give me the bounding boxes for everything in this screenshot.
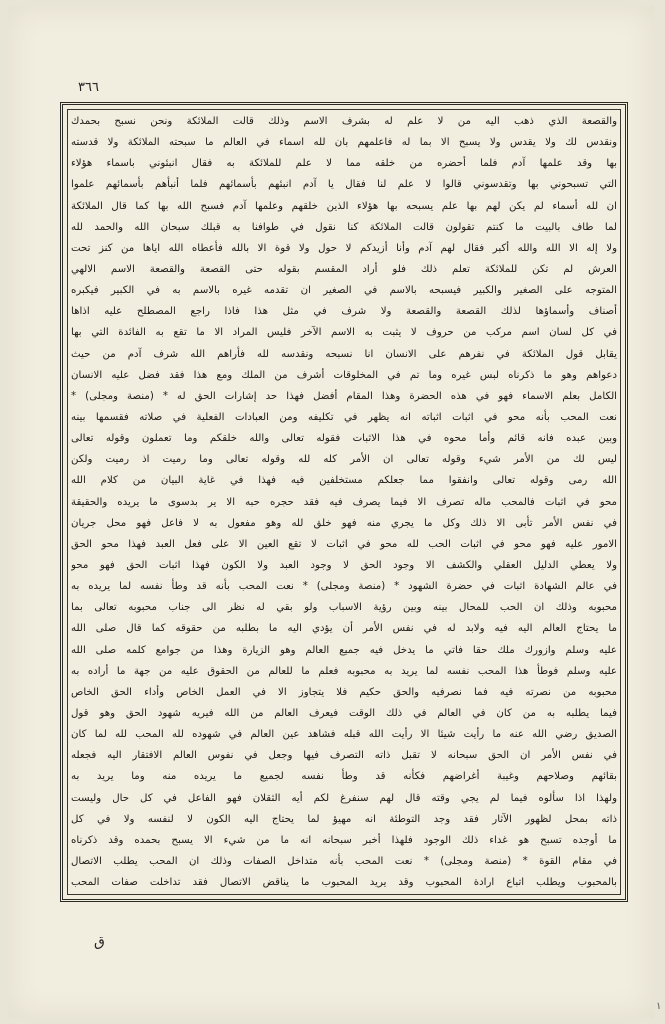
text-line: ما أوجده تسبح هو غداء ذلك الوجود فلهذا أخبر سبحانه انه ما من شيء الا يسبح بحمده وقد ذكرناه [71,834,617,846]
text-line: في عالم الشهادة اثبات في حضرة الشهود * (منصة ومجلى) * نعت المحب بأنه قد وطأ نفسه لما يريده به [71,581,617,593]
catchword: ق [94,934,105,950]
text-line: ذاته بمحل لظهور الآثار فقد وجد التوطئة انه مهيؤ لما يحتاج اليه الكون لا لنفسه ولا في كل [71,813,617,825]
text-line: محبوبه من نصرته فيه فما نصرفيه والحق حكيم فلا يتجاوز الا في العمل الخاص وأداء الحق الخاص [71,686,617,698]
text-line: نعت المحب بأنه محو في اثبات اثباته انه يظهر في تكليفه ومن العبادات الفعلية في صلاته فقسمها بينه [71,411,617,423]
text-line: محبوبه وذلك ان الحب للمحال بينه وبين رؤية الاسباب ولو بقي له نظر الى جناب محبوبه تعالى بما [71,602,617,614]
text-line: ان لله أسماء لم يكن لهم بها علم يسبحه بها هؤلاء الذين خلقهم وعلمها آدم فسبح الله بها كما قال الملائكة [71,200,617,212]
text-line: عليه وسلم فوطأ هذا المحب نفسه لما يريد به محبوبه فعلم ما للعالم من الحقوق عليه من جهة ما أراده به [71,665,617,677]
page-number: ٣٦٦ [78,80,99,95]
manuscript-page [8,6,662,1018]
text-line: ولا إله الا الله والله أكبر فقال لهم آدم وأنا أزيدكم لا حول ولا قوة الا بالله فأعطاه الله اياها من كنز تحت [71,242,617,254]
text-frame [60,102,628,902]
text-line: ما يحتاج العالم اليه فيه ولابد له في نفس الأمر أن يؤدي اليه ما بطلبه من حقوقه كما قال صلى الله [71,623,617,635]
text-line: ونقدس لك ولا يقدس ولا يسبح الا بما له فاعلمهم بان لله اسماء في العالم ما سبحته الملائكة ولا قدسته [71,137,617,149]
text-line: أصناف وأسماؤها لذلك القصعة والقصعة ولا شرف في مثل هذا فاذا راجع المصطلح عليه اذاها [71,306,617,318]
margin-mark: ١ [656,1001,662,1012]
text-line: فيما يطلبه به من كان في العالم في ذلك الوقت فيعرف العالم من الله فيريه شهود الحق وهو قول [71,707,617,719]
text-line: الكامل بعلم الاسماء فهو في هذه الحضرة وهذا المقام أفضل فهذا حد إشارات الحق له * (منصة ومجلى) * [71,390,617,402]
text-line: في كل لسان اسم مركب من حروف لا يثبت به الاسم الآخر فليس المراد الا ما تقع به الفائدة التي بها [71,327,617,339]
text-line: لما طاف بالبيت ما كنتم تقولون قالت الملائكة كنا نقول في طوافنا به قبلك سبحان الله والحمد لله [71,221,617,233]
text-line: العرش لم تكن للملائكة تعلم ذلك فلو أراد المقسم بقوله حتى القصعة والقصعة الاسم الالهي [71,263,617,275]
text-line: عليه وسلم وازورك ملك حقا فاتي ما يدخل فيه جميع العالم وهو الزيارة وهذا من جوامع كلمه صلى الله [71,644,617,656]
text-line: في نفس الأمر ان الحق سبحانه لا تقبل ذاته التصرف فيها وجعل في نفوس العالم الافتقار اليه فجعله [71,750,617,762]
text-line: بقائهم وصلاحهم وغيبة أغراضهم فكأنه قد وطأ نفسه لجميع ما يريده منه وما يريد به [71,771,617,783]
text-line: الامور عليه فهو محو في اثبات الحب لله محو في اثبات لا تقع العين الا على فعل العبد فهذا محو الحق [71,538,617,550]
text-line: التي تسبحوني بها وتقدسوني قالوا لا علم لنا فقال يا آدم انبئهم بأسمائهم فلما أنبأهم بأسمائهم علموا [71,179,617,191]
text-line: الله رمى وقوله تعالى وانفقوا مما جعلكم مستخلفين فيه فهذا في غاية البيان من كلام الله [71,475,617,487]
text-line: ولهذا اذا سألوه فيما لم يجي وقته قال لهم سنفرغ لكم أيه الثقلان فهو الفاعل في كل حال وليست [71,792,617,804]
text-line: دعواهم وهو ما ذكرناه لبس غيره وما تم في المخلوقات أشرف من الملك ومع هذا فقد فضل عليه الانسان [71,369,617,381]
text-line: في مقام القوة * (منصة ومجلى) * نعت المحب بأنه متداخل الصفات وذلك ان المحب يطلب الاتصال [71,855,617,867]
text-line: بها وقد علمها آدم فلما أحضره من خلقه مما لا علم للملائكة به فقال انبئوني باسماء هؤلاء [71,158,617,170]
text-line: ليس لك من الأمر شيء وقوله تعالى ان الأمر كله لله وقوله تعالى وما رميت اذ رميت ولكن [71,454,617,466]
text-line: ولا يعطي الدليل العقلي والكشف الا وجود الحق لا وجود العبد ولا الكون فهذا اثبات الحق فهو محو [71,559,617,571]
text-block [71,111,617,893]
text-line: في نفس الأمر تأبى الا ذلك وكل ما يجري منه فهو خلق لله وهو مفعول به لا فاعل فهو محل جريان [71,517,617,529]
text-line: والقصعة الذي ذهب اليه من لا علم له بشرف الاسم وذلك قالت الملائكة ونحن نسبح بحمدك [71,116,617,127]
text-line: بالمحبوب ويطلب اتباع ارادة المحبوب وقد يريد المحبوب ما يناقض الاتصال فقد تداخلت صفات المحب [71,877,617,889]
text-line: محو في اثبات فالمحب ماله تصرف الا فيما يصرف فيه فقد حجره حبه الا ير بدسوى ما يريده والحقيقة [71,496,617,508]
text-line: يقابل قول الملائكة في نفرهم على الانسان انا نسبحه ونقدسه لله فأراهم الله شرف آدم من حيث [71,348,617,360]
text-line: الصديق رضي الله عنه ما رأيت شيئا الا رأيت الله قبله فشاهد عين العالم في شهوده لله المحب لله لما كان [71,729,617,741]
text-line: وبين عبده فانه قائم وأما محوه في هذا الاثبات فقوله تعالى والله خلقكم وما تعملون وقوله تعالى [71,433,617,445]
text-line: المتوجه على الصغير والكبير فيسبحه بالاسم في الصغير ان تقدمه غيره بالاسم به في الكبير فيكبره [71,285,617,297]
